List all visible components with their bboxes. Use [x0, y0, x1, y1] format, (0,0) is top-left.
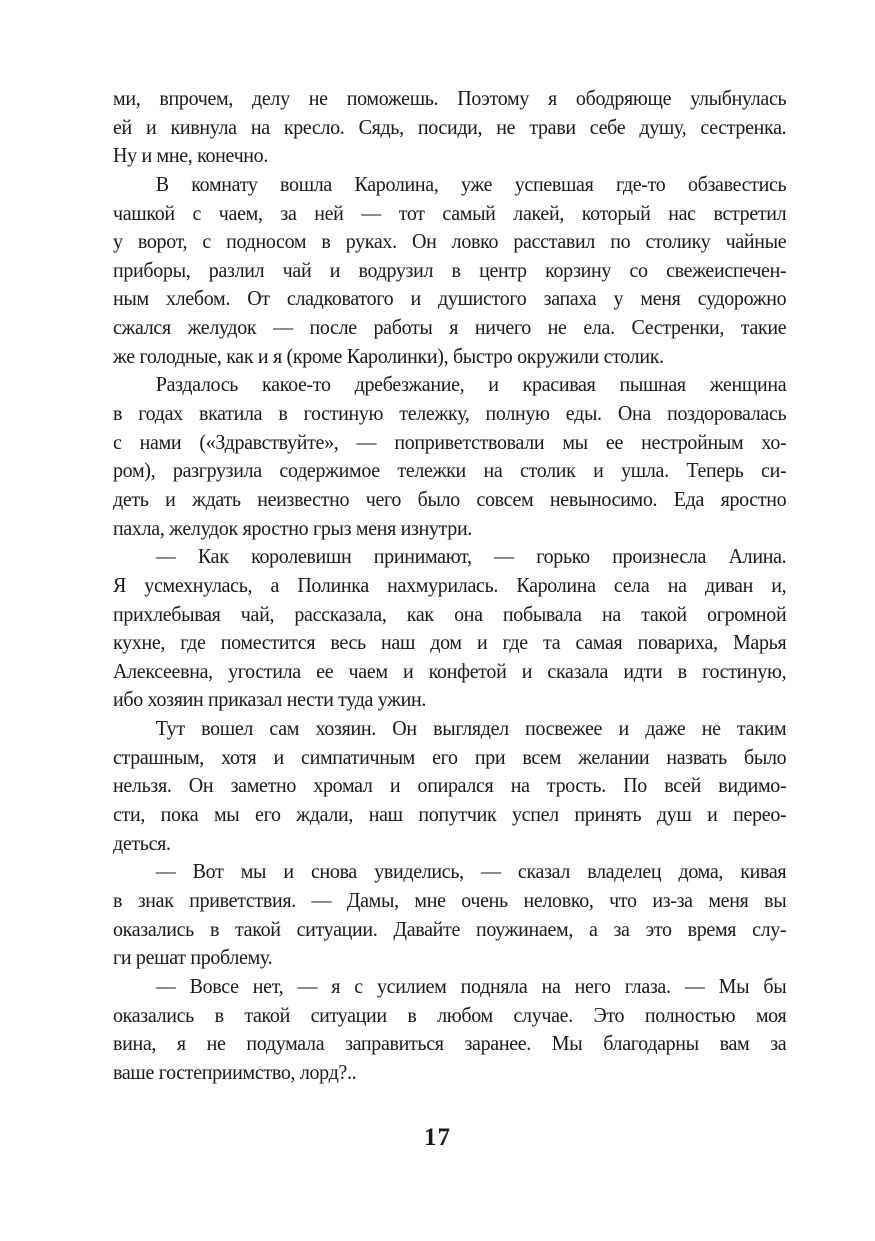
text-line: Тут вошел сам хозяин. Он выглядел посвежее и даже не таким: [155, 716, 787, 741]
paragraph: [113, 714, 787, 857]
text-line: ми, впрочем, делу не поможешь. Поэтому я ободряюще улыбнулась: [113, 86, 787, 110]
text-line: сти, пока мы его ждали, наш попутчик успел принять душ и перео-: [113, 802, 787, 827]
text-line: ным хлебом. От сладковатого и душистого запаха у меня судорожно: [113, 286, 787, 311]
text-line: — Вовсе нет, — я с усилием подняла на него глаза. — Мы бы: [155, 973, 787, 998]
text-line: деться.: [113, 830, 171, 855]
text-line: — Как королевишн принимают, — горько произнесла Алина.: [155, 544, 787, 569]
text-line: Ну и мне, конечно.: [113, 143, 269, 168]
text-line: Алексеевна, угостила ее чаем и конфетой и сказала идти в гостиную,: [113, 658, 787, 683]
paragraph: [113, 972, 787, 1087]
text-line: Раздалось какое-то дребезжание, и красивая пышная женщина: [155, 372, 787, 397]
paragraph: [113, 170, 787, 370]
paragraph: [113, 370, 787, 542]
text-line: оказались в такой ситуации в любом случае. Это полностью моя: [113, 1002, 787, 1027]
text-line: вина, я не подумала заправиться заранее. Мы благодарны вам за: [113, 1031, 787, 1056]
text-line: ром), разгрузила содержимое тележки на столик и ушла. Теперь си-: [113, 458, 787, 483]
text-line: у ворот, с подносом в руках. Он ловко расставил по столику чайные: [113, 229, 787, 254]
text-line: страшным, хотя и симпатичным его при всем желании назвать было: [113, 744, 787, 769]
text-line: Я усмехнулась, а Полинка нахмурилась. Каролина села на диван и,: [113, 572, 787, 597]
text-line: оказались в такой ситуации. Давайте поужинаем, а за это время слу-: [113, 916, 787, 941]
text-line: пахла, желудок яростно грыз меня изнутри.: [113, 515, 473, 540]
text-line: прихлебывая чай, рассказала, как она побывала на такой огромной: [113, 601, 787, 626]
text-line: с нами («Здравствуйте», — поприветствовали мы ее нестройным хо-: [113, 429, 787, 454]
text-line: кухне, где поместится весь наш дом и где та самая повариха, Марья: [113, 630, 787, 655]
text-line: ибо хозяин приказал нести туда ужин.: [113, 687, 427, 712]
text-line: ей и кивнула на кресло. Сядь, посиди, не трави себе душу, сестренка.: [113, 114, 787, 139]
text-line: приборы, разлил чай и водрузил в центр корзину со свежеиспечен-: [113, 257, 787, 282]
paragraph: [113, 857, 787, 972]
text-line: В комнату вошла Каролина, уже успевшая где-то обзавестись: [155, 171, 787, 196]
page-body: [113, 84, 787, 1086]
paragraph: [113, 542, 787, 714]
page-number: 17: [424, 1124, 451, 1151]
paragraph: [113, 84, 787, 170]
text-line: ги решат проблему.: [113, 945, 273, 970]
text-line: же голодные, как и я (кроме Каролинки), быстро окружили столик.: [113, 343, 664, 368]
text-line: чашкой с чаем, за ней — тот самый лакей, который нас встретил: [113, 200, 787, 225]
text-line: — Вот мы и снова увиделись, — сказал владелец дома, кивая: [155, 859, 787, 884]
text-line: ваше гостеприимство, лорд?..: [113, 1059, 357, 1084]
text-line: в годах вкатила в гостиную тележку, полную еды. Она поздоровалась: [113, 401, 787, 426]
text-line: нельзя. Он заметно хромал и опирался на трость. По всей видимо-: [113, 773, 787, 798]
text-line: сжался желудок — после работы я ничего не ела. Сестренки, такие: [113, 315, 787, 340]
text-line: деть и ждать неизвестно чего было совсем невыносимо. Еда яростно: [113, 486, 787, 511]
text-line: в знак приветствия. — Дамы, мне очень неловко, что из-за меня вы: [113, 887, 787, 912]
